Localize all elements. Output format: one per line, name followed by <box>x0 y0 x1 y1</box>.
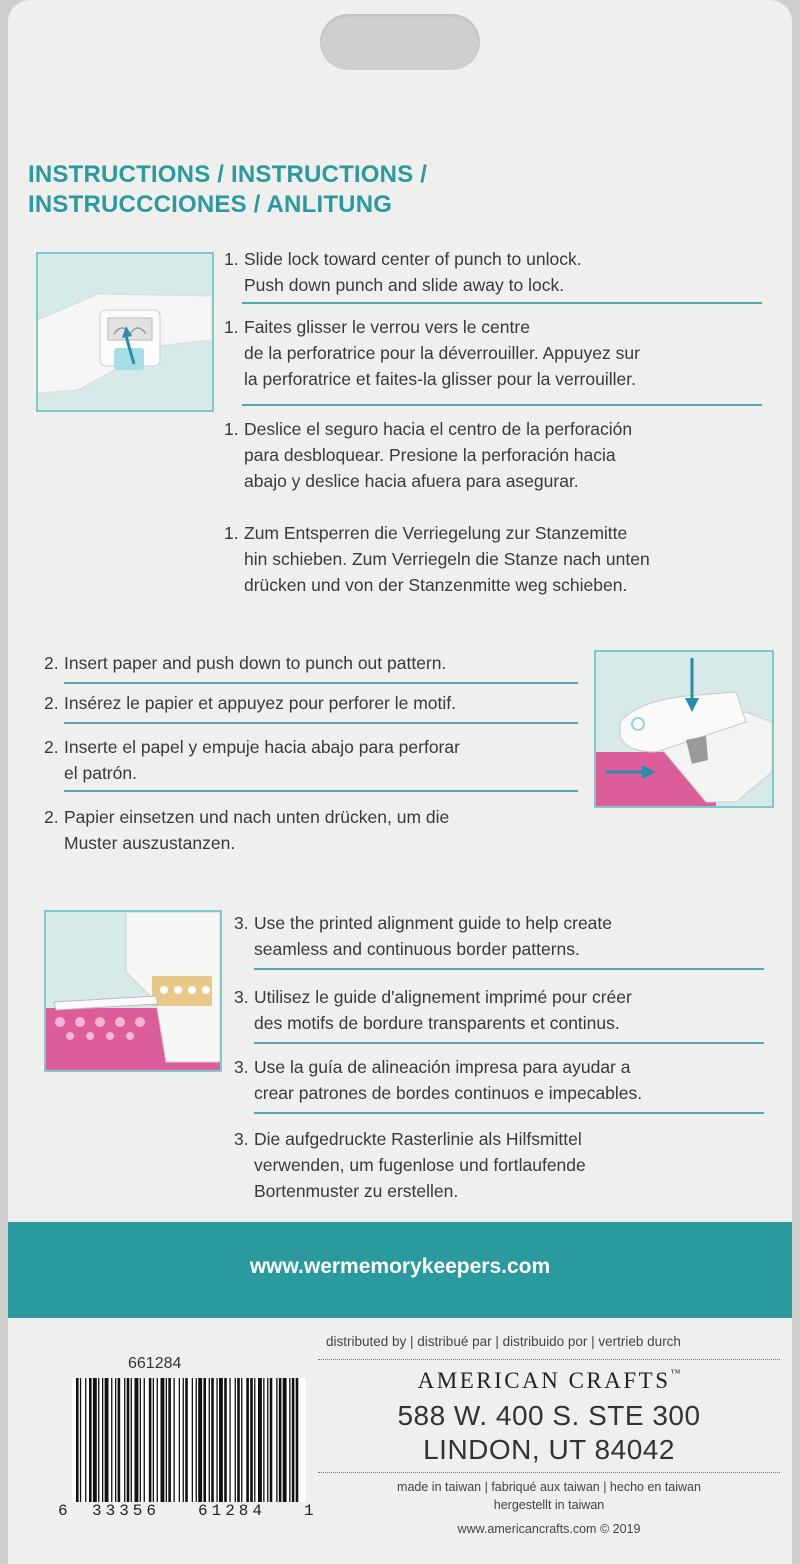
divider <box>254 968 764 970</box>
made-in-line-2: hergestellt in taiwan <box>493 1498 605 1512</box>
step-line: verwenden, um fugenlose und fortlaufende <box>254 1155 586 1175</box>
barcode-bar <box>246 1378 249 1502</box>
barcode-bar <box>289 1378 290 1502</box>
step-number: 3. <box>234 987 249 1007</box>
barcode-bar <box>76 1378 79 1502</box>
barcode-digit-lead: 6 <box>58 1502 68 1520</box>
step3-spanish <box>234 1054 642 1106</box>
step1-spanish <box>224 416 632 494</box>
barcode-bar <box>203 1378 206 1502</box>
barcode-bar <box>166 1378 167 1502</box>
step2-german <box>44 804 449 856</box>
barcode-bar <box>224 1378 227 1502</box>
step1-german <box>224 520 650 598</box>
barcode-bar <box>192 1378 193 1502</box>
barcode-bar <box>131 1378 132 1502</box>
step-number: 1. <box>224 419 239 439</box>
barcode-bar <box>161 1378 165 1502</box>
barcode-bar <box>254 1378 255 1502</box>
step-line: seamless and continuous border patterns. <box>254 939 580 959</box>
barcode-bar <box>185 1378 188 1502</box>
divider <box>242 302 762 304</box>
step-number: 1. <box>224 523 239 543</box>
step3-border-illustration <box>44 910 222 1072</box>
barcode-bar <box>98 1378 99 1502</box>
address-line-2: LINDON, UT 84042 <box>423 1434 675 1465</box>
barcode-bar <box>179 1378 180 1502</box>
barcode-bar <box>124 1378 125 1502</box>
step-number: 1. <box>224 317 239 337</box>
barcode-bar <box>174 1378 175 1502</box>
barcode-bar <box>153 1378 154 1502</box>
step1-lock-illustration <box>36 252 214 412</box>
barcode-digit-group-1: 33356 <box>92 1502 161 1520</box>
barcode-bar <box>211 1378 214 1502</box>
step3-english <box>234 910 612 962</box>
divider <box>64 790 578 792</box>
step-line: Faites glisser le verrou vers le centre <box>244 317 530 337</box>
barcode-bar <box>157 1378 158 1502</box>
step-number: 3. <box>234 1057 249 1077</box>
step-line: drücken und von der Stanzenmitte weg schieben. <box>244 575 628 595</box>
barcode-bar <box>135 1378 139 1502</box>
step-line: Utilisez le guide d'alignement imprimé pour créer <box>254 987 632 1007</box>
barcode-bar <box>144 1378 145 1502</box>
step3-german <box>234 1126 586 1204</box>
step-line: Slide lock toward center of punch to unlock. <box>244 249 582 269</box>
barcode-bar <box>183 1378 184 1502</box>
sku-number: 661284 <box>128 1355 182 1372</box>
barcode-bar <box>296 1378 299 1502</box>
barcode-bar <box>237 1378 240 1502</box>
barcode-bar <box>292 1378 295 1502</box>
divider <box>254 1042 764 1044</box>
instructions-heading <box>28 160 427 220</box>
barcode-bar <box>115 1378 116 1502</box>
barcode-bar <box>235 1378 236 1502</box>
step-line: hin schieben. Zum Verriegeln die Stanze nach unten <box>244 549 650 569</box>
barcode-bar <box>229 1378 230 1502</box>
step-line: Deslice el seguro hacia el centro de la perforación <box>244 419 633 439</box>
barcode-bar <box>279 1378 282 1502</box>
step-line: Muster auszustanzen. <box>64 833 236 853</box>
barcode-bar <box>118 1378 121 1502</box>
step-line: Papier einsetzen und nach unten drücken, um die <box>64 807 450 827</box>
step2-spanish <box>44 734 460 786</box>
divider <box>64 682 578 684</box>
barcode-bar <box>196 1378 197 1502</box>
step1-english <box>224 246 582 298</box>
website-link[interactable]: www.wermemorykeepers.com <box>249 1255 551 1278</box>
step-number: 3. <box>234 913 249 933</box>
punch-press-icon <box>596 652 772 806</box>
step-line: des motifs de bordure transparents et continus. <box>254 1013 620 1033</box>
punch-lock-icon <box>38 254 212 410</box>
distributed-by-label: distributed by | distribué par | distribuido por | vertrieb durch <box>326 1334 681 1349</box>
trademark-symbol: ™ <box>670 1368 681 1379</box>
barcode-bar <box>270 1378 273 1502</box>
hang-hole <box>320 14 480 70</box>
barcode-bar <box>283 1378 287 1502</box>
step-line: Die aufgedruckte Rasterlinie als Hilfsmittel <box>254 1129 582 1149</box>
packaging-card <box>8 0 792 1564</box>
barcode-digit-group-2: 61284 <box>198 1502 267 1520</box>
barcode-bar <box>219 1378 223 1502</box>
step-line: Insert paper and push down to punch out pattern. <box>64 653 447 673</box>
barcode-bar <box>80 1378 81 1502</box>
step-line: para desbloquear. Presione la perforación hacia <box>244 445 616 465</box>
barcode-bar <box>85 1378 86 1502</box>
address-line-1: 588 W. 400 S. STE 300 <box>397 1400 701 1431</box>
footer-copyright: www.americancrafts.com © 2019 <box>457 1522 641 1536</box>
barcode-bar <box>93 1378 97 1502</box>
divider <box>64 722 578 724</box>
step-line: Bortenmuster zu erstellen. <box>254 1181 459 1201</box>
step-number: 2. <box>44 653 59 673</box>
divider <box>254 1112 764 1114</box>
barcode-bar <box>216 1378 217 1502</box>
step2-english <box>44 650 446 676</box>
barcode-bar <box>102 1378 103 1502</box>
border-pattern-icon <box>46 912 220 1070</box>
barcode <box>72 1378 306 1502</box>
step-line: crear patrones de bordes continuos e impecables. <box>254 1083 643 1103</box>
heading-line-2: INSTRUCCCIONES / ANLITUNG <box>28 191 393 218</box>
step-number: 3. <box>234 1129 249 1149</box>
barcode-bar <box>140 1378 141 1502</box>
barcode-bar <box>276 1378 277 1502</box>
step-number: 1. <box>224 249 239 269</box>
step-number: 2. <box>44 693 59 713</box>
step1-french <box>224 314 640 392</box>
barcode-bar <box>168 1378 171 1502</box>
barcode-bar <box>89 1378 92 1502</box>
step2-french <box>44 690 456 716</box>
step-line: de la perforatrice pour la déverrouiller. Appuyez sur <box>244 343 640 363</box>
barcode-bar <box>209 1378 210 1502</box>
step-line: la perforatrice et faites-la glisser pour la verrouiller. <box>244 369 636 389</box>
barcode-bar <box>267 1378 268 1502</box>
barcode-bar <box>149 1378 152 1502</box>
step-number: 2. <box>44 807 59 827</box>
divider <box>318 1472 780 1473</box>
barcode-bar <box>198 1378 202 1502</box>
barcode-bar <box>111 1378 112 1502</box>
step-line: el patrón. <box>64 763 137 783</box>
step-line: Insérez le papier et appuyez pour perforer le motif. <box>64 693 457 713</box>
divider <box>318 1359 780 1360</box>
brand-name-text: AMERICAN CRAFTS <box>417 1368 671 1393</box>
step-line: Use la guía de alineación impresa para ayudar a <box>254 1057 631 1077</box>
step-line: abajo y deslice hacia afuera para asegurar. <box>244 471 579 491</box>
step-line: Zum Entsperren die Verriegelung zur Stanzemitte <box>244 523 628 543</box>
barcode-bar <box>105 1378 109 1502</box>
barcode-bar <box>258 1378 262 1502</box>
barcode-bars <box>72 1378 306 1502</box>
step-number: 2. <box>44 737 59 757</box>
step-line: Use the printed alignment guide to help create <box>254 913 613 933</box>
divider <box>242 404 762 406</box>
barcode-bar <box>241 1378 242 1502</box>
brand-name <box>318 1368 780 1394</box>
barcode-bar <box>127 1378 130 1502</box>
barcode-bar <box>263 1378 264 1502</box>
step2-punch-illustration <box>594 650 774 808</box>
step-line: Push down punch and slide away to lock. <box>244 275 565 295</box>
barcode-bar <box>250 1378 253 1502</box>
made-in-line-1: made in taiwan | fabriqué aux taiwan | hecho en taiwan <box>397 1480 701 1494</box>
barcode-digit-check: 1 <box>304 1502 314 1520</box>
step-line: Inserte el papel y empuje hacia abajo para perforar <box>64 737 460 757</box>
heading-line-1: INSTRUCTIONS / INSTRUCTIONS / <box>28 161 428 188</box>
step3-french <box>234 984 632 1036</box>
